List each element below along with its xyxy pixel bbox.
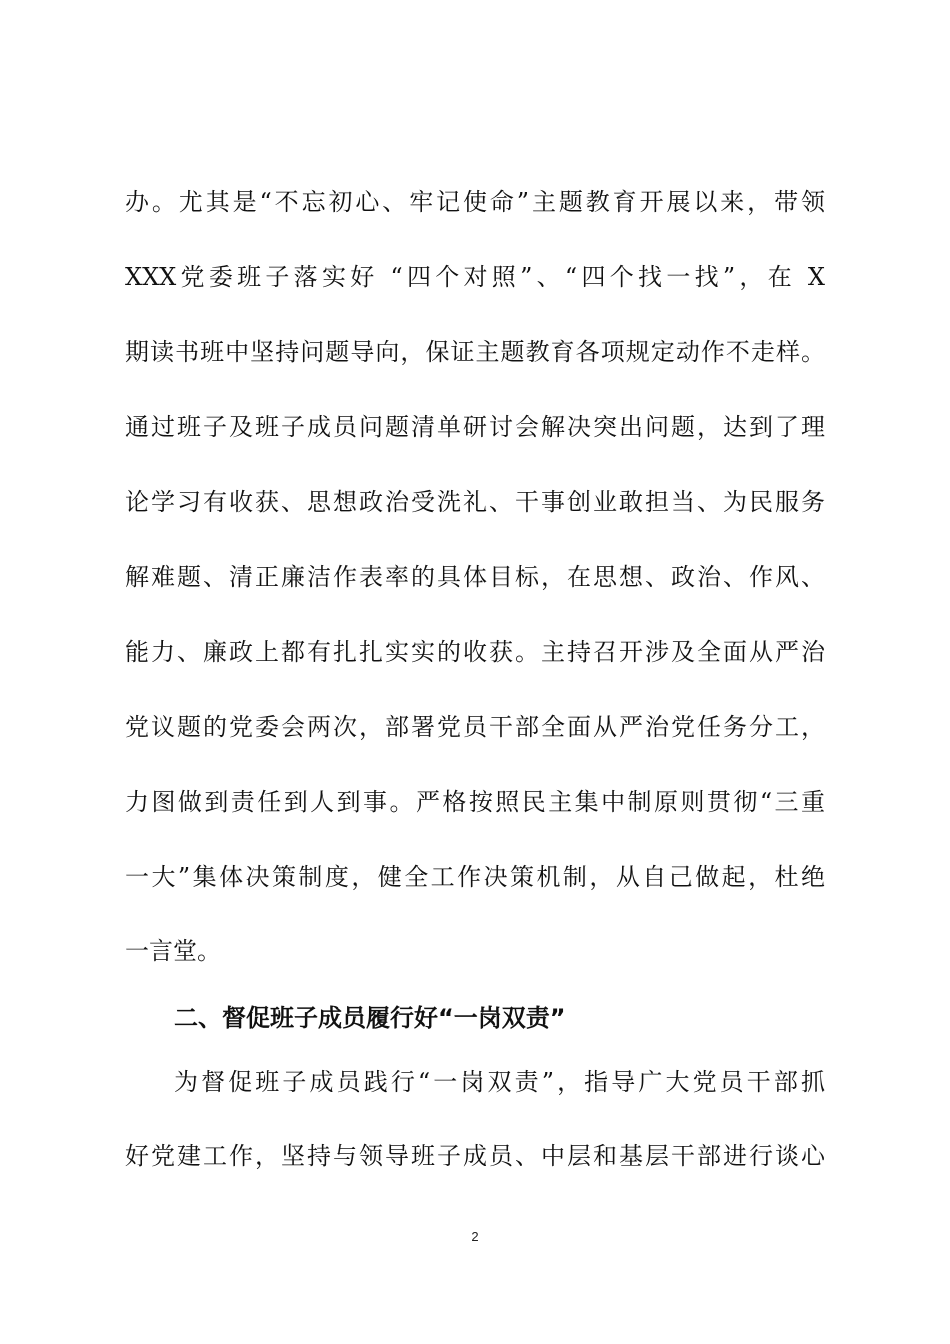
paragraph-line: 解难题、清正廉洁作表率的具体目标，在思想、政治、作风、 [125, 563, 825, 591]
paragraph-line: 通过班子及班子成员问题清单研讨会解决突出问题，达到了理 [125, 413, 825, 441]
paragraph-line: 一言堂。 [125, 937, 221, 965]
paragraph-line: 力图做到责任到人到事。严格按照民主集中制原则贯彻“三重 [125, 788, 825, 816]
paragraph-line: 党议题的党委会两次，部署党员干部全面从严治党任务分工， [125, 713, 825, 741]
paragraph-line: 论学习有收获、思想政治受洗礼、干事创业敢担当、为民服务 [125, 488, 825, 516]
paragraph-line: 能力、廉政上都有扎扎实实的收获。主持召开涉及全面从严治 [125, 638, 825, 666]
paragraph-line: 办。尤其是“不忘初心、牢记使命”主题教育开展以来，带领 [125, 188, 825, 216]
section-heading: 二、督促班子成员履行好“一岗双责” [174, 1004, 566, 1032]
paragraph-line: XXX党委班子落实好 “四个对照”、“四个找一找”，在 X [125, 263, 825, 291]
paragraph-line: 好党建工作，坚持与领导班子成员、中层和基层干部进行谈心 [125, 1142, 825, 1170]
page-number: 2 [471, 1229, 479, 1244]
paragraph-line: 期读书班中坚持问题导向，保证主题教育各项规定动作不走样。 [125, 338, 825, 366]
paragraph-line: 一大”集体决策制度，健全工作决策机制，从自己做起，杜绝 [125, 863, 825, 891]
paragraph-line: 为督促班子成员践行“一岗双责”，指导广大党员干部抓 [174, 1068, 825, 1096]
